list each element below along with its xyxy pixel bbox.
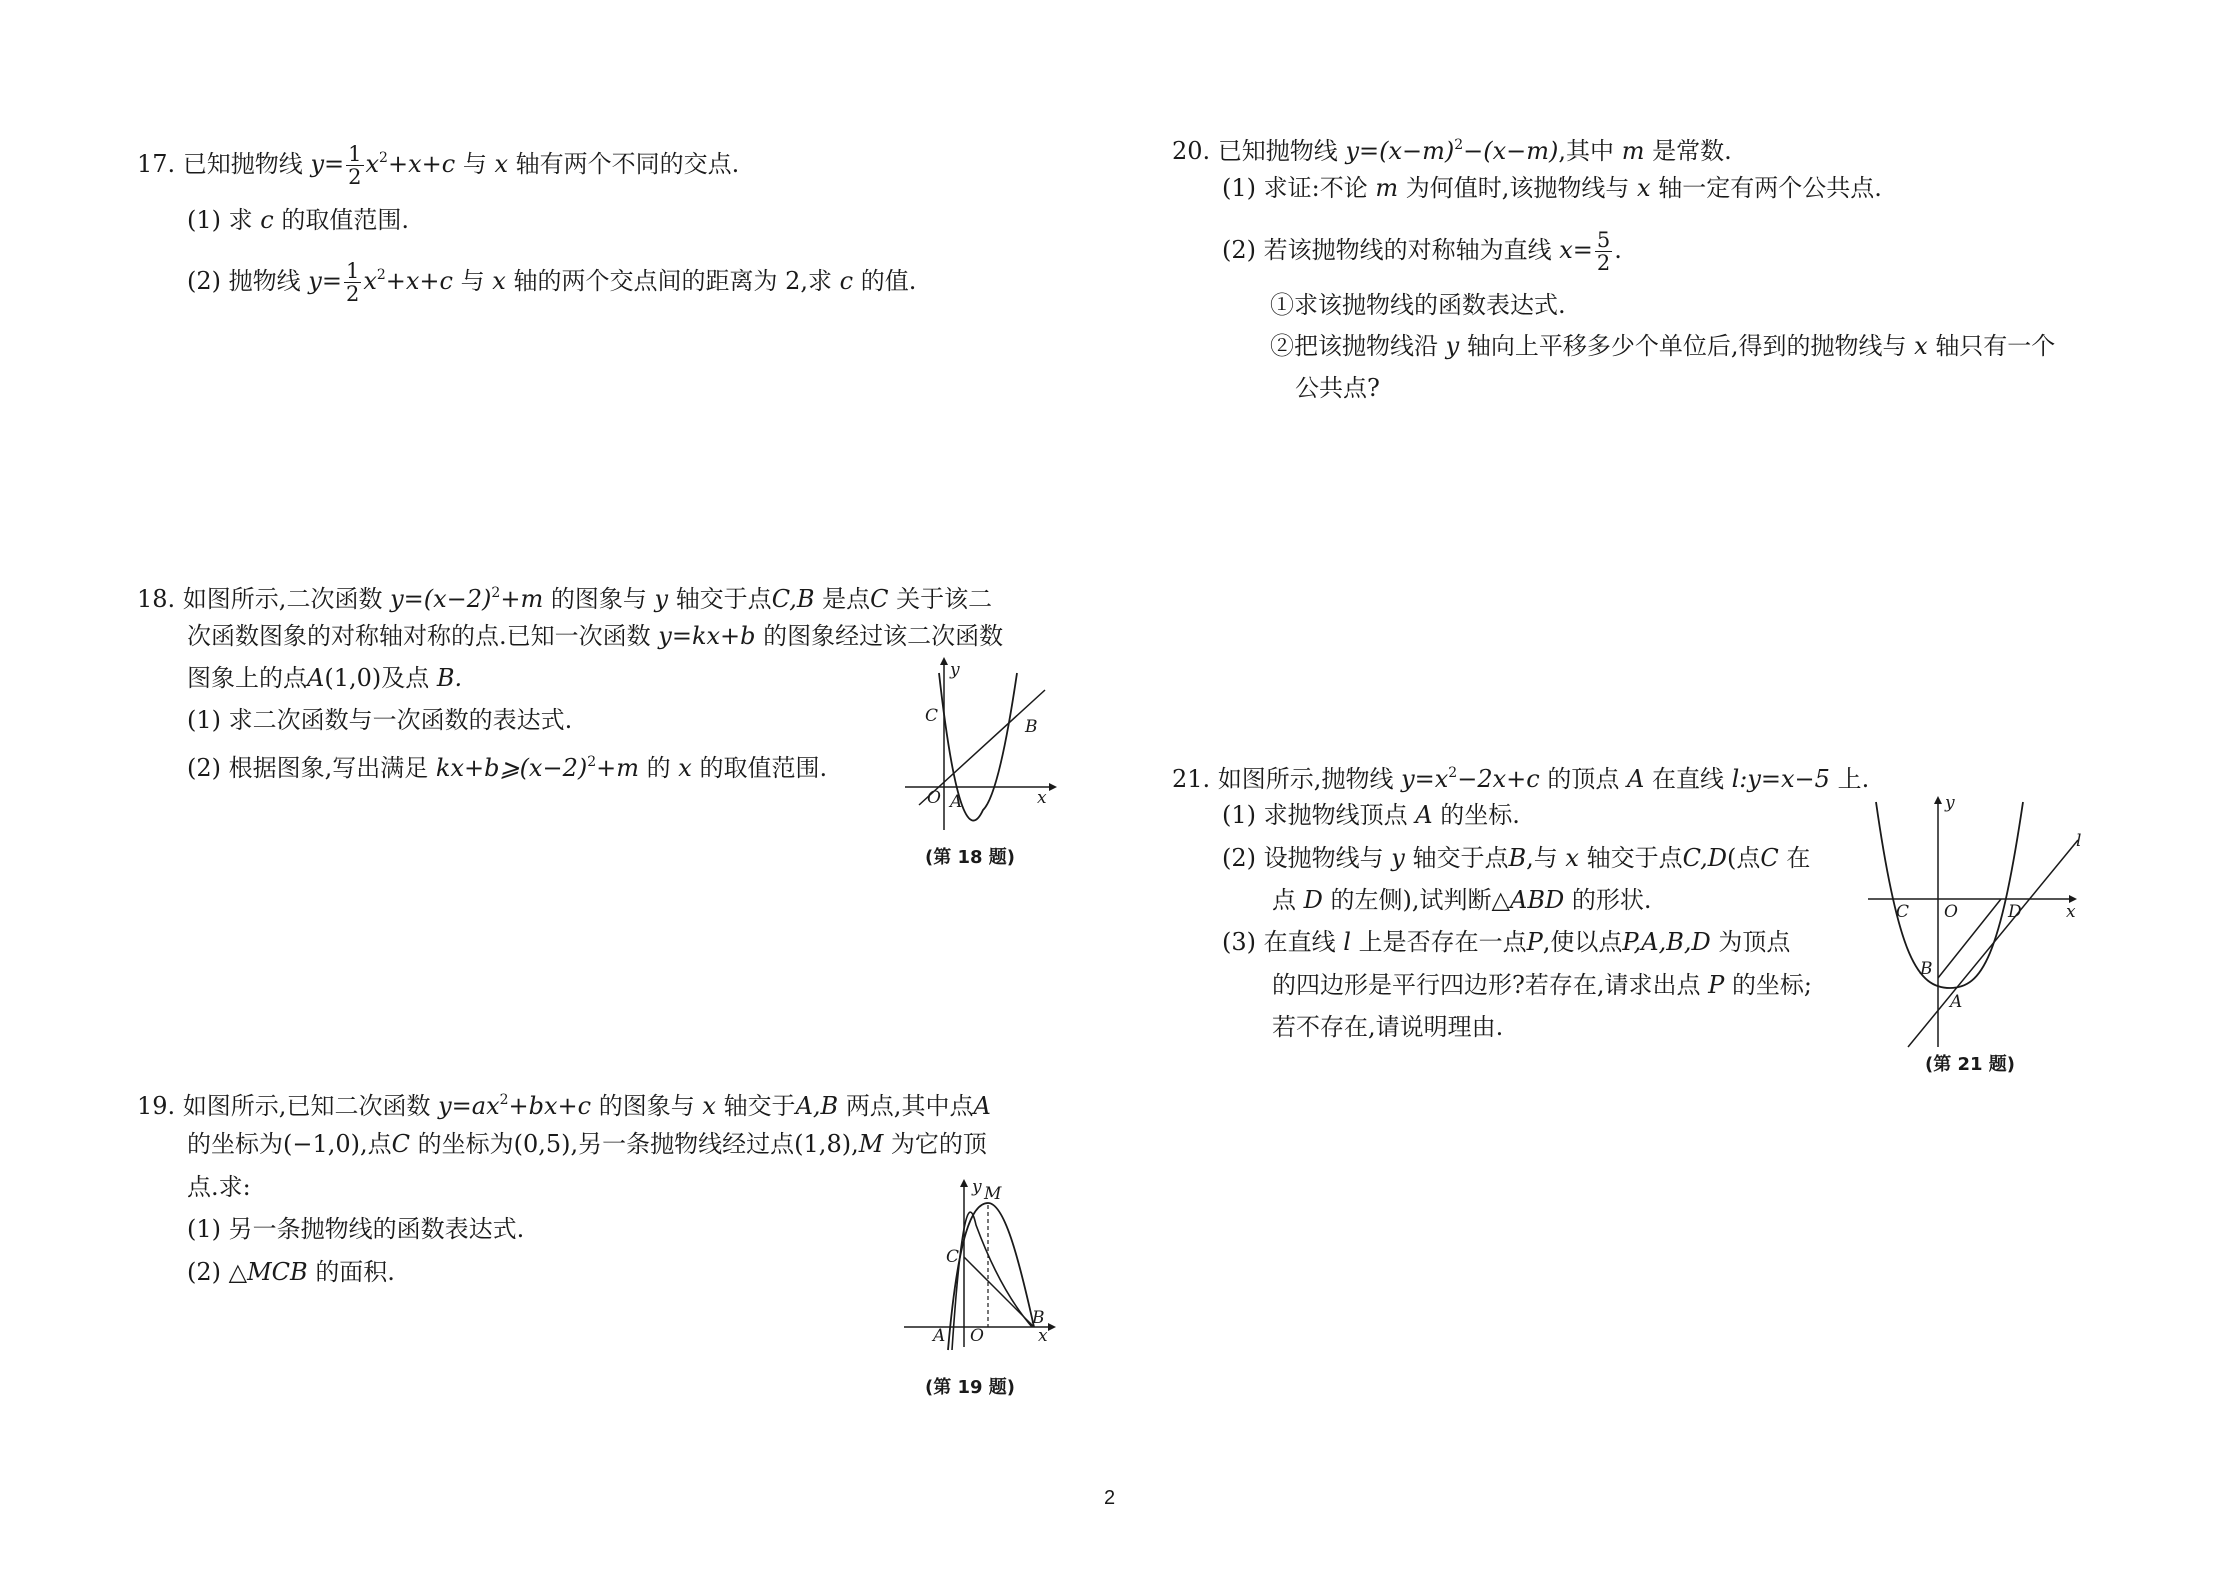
q18-line3: 图象上的点A(1,0)及点 B. — [187, 664, 463, 692]
q21-sub3-cont2: 若不存在,请说明理由. — [1272, 1013, 1504, 1041]
y-axis-arrow-icon — [960, 1179, 968, 1187]
q21-sub1: (1) 求抛物线顶点 A 的坐标. — [1222, 801, 1520, 829]
parabola-other — [948, 1203, 1034, 1350]
y-axis-arrow-icon — [940, 657, 948, 665]
q17-sub2: (2) 抛物线 y= $\frac{1}{2}$ $x^2+x+c$ 与 x 轴的两个交点间的距离为 2,求 c 的值. — [187, 259, 917, 306]
q18-sub2: (2) 根据图象,写出满足 $kx+b⩾(x-2)^2+m$ 的 x 的取值范围. — [187, 754, 828, 782]
q21-sub2: (2) 设抛物线与 y 轴交于点B,与 x 轴交于点C,D(点C 在 — [1222, 844, 1811, 872]
figure-q19-caption: (第 19 题) — [925, 1377, 1016, 1398]
label-x: x — [1037, 788, 1047, 808]
label-y: y — [1945, 793, 1955, 813]
q20-item2: ②把该抛物线沿 y 轴向上平移多少个单位后,得到的抛物线与 x 轴只有一个 — [1270, 332, 2056, 360]
q19-sub2: (2) △MCB 的面积. — [187, 1258, 395, 1286]
figure-q21-graph — [1868, 792, 2083, 1047]
label-B: B — [1025, 717, 1038, 737]
label-O: O — [970, 1326, 984, 1346]
q18-line1: 18. 如图所示,二次函数 $y=(x-2)^2+m$ 的图象与 y 轴交于点C,B 是点C 关于该二 — [137, 585, 993, 613]
y-axis-arrow-icon — [1934, 796, 1942, 804]
label-x: x — [1038, 1326, 1048, 1346]
q20-number: 20. — [1172, 137, 1211, 165]
q17-line1: 17. 已知抛物线 y= $\frac{1}{2}$ $x^2+x+c$ 与 x 轴有两个不同的交点. — [137, 142, 740, 189]
label-D: D — [2008, 902, 2022, 922]
label-B: B — [1920, 959, 1933, 979]
label-C: C — [925, 706, 939, 726]
label-x: x — [2066, 902, 2076, 922]
figure-q19 — [900, 1175, 1065, 1350]
label-y: y — [950, 660, 960, 680]
label-C: C — [1896, 902, 1910, 922]
q21-sub3-cont1: 的四边形是平行四边形?若存在,请求出点 P 的坐标; — [1272, 971, 1813, 999]
label-A: A — [1950, 992, 1963, 1012]
q20-item1: ①求该抛物线的函数表达式. — [1270, 291, 1566, 319]
figure-q21-caption: (第 21 题) — [1925, 1054, 2016, 1075]
x-axis-arrow-icon — [1049, 783, 1057, 791]
label-B: B — [1032, 1308, 1045, 1328]
q17-number: 17. — [137, 150, 176, 178]
q20-sub1: (1) 求证:不论 m 为何值时,该抛物线与 x 轴一定有两个公共点. — [1222, 174, 1882, 202]
page-number: 2 — [1104, 1487, 1116, 1509]
q20-sub2: (2) 若该抛物线的对称轴为直线 x= $\frac{5}{2}$ . — [1222, 228, 1622, 275]
label-A: A — [933, 1326, 946, 1346]
fraction-five-halves: $\frac{5}{2}$ — [1596, 228, 1611, 275]
q21-sub2-cont: 点 D 的左侧),试判断△ABD 的形状. — [1272, 886, 1652, 914]
q21-line1: 21. 如图所示,抛物线 $y=x^2-2x+c$ 的顶点 A 在直线 l:y=x−5 上. — [1172, 765, 1870, 793]
label-O: O — [927, 788, 941, 808]
figure-q19-graph — [900, 1175, 1065, 1350]
q20-line1: 20. 已知抛物线 $y=(x-m)^2-(x-m)$,其中 m 是常数. — [1172, 137, 1732, 165]
label-y: y — [972, 1177, 982, 1197]
q18-sub1: (1) 求二次函数与一次函数的表达式. — [187, 706, 573, 734]
x-axis-arrow-icon — [1048, 1323, 1056, 1331]
figure-q18 — [905, 655, 1065, 830]
q19-line2: 的坐标为(−1,0),点C 的坐标为(0,5),另一条抛物线经过点(1,8),M 为它的顶 — [187, 1130, 987, 1158]
label-A: A — [950, 792, 963, 812]
q19-sub1: (1) 另一条抛物线的函数表达式. — [187, 1215, 525, 1243]
label-C: C — [946, 1247, 960, 1267]
label-l: l — [2076, 831, 2082, 851]
q19-line3: 点.求: — [187, 1173, 251, 1201]
figure-q18-graph — [905, 655, 1065, 830]
fraction-one-half: $\frac{1}{2}$ — [345, 259, 360, 306]
q21-number: 21. — [1172, 765, 1211, 793]
label-M: M — [984, 1184, 1002, 1204]
figure-q18-caption: (第 18 题) — [925, 847, 1016, 868]
line-l — [1908, 840, 2078, 1047]
q17-sub1: (1) 求 c 的取值范围. — [187, 206, 409, 234]
label-O: O — [1944, 902, 1958, 922]
q18-line2: 次函数图象的对称轴对称的点.已知一次函数 y=kx+b 的图象经过该二次函数 — [187, 622, 1004, 650]
q19-number: 19. — [137, 1092, 176, 1120]
q19-line1: 19. 如图所示,已知二次函数 $y=ax^2+bx+c$ 的图象与 x 轴交于A,B 两点,其中点A — [137, 1092, 991, 1120]
figure-q21 — [1868, 792, 2083, 1047]
q18-number: 18. — [137, 585, 176, 613]
q20-item2-cont: 公共点? — [1295, 374, 1380, 402]
fraction-one-half: $\frac{1}{2}$ — [348, 142, 362, 189]
segment-cb — [964, 1257, 1034, 1327]
parabola-curve — [1876, 802, 2023, 988]
q21-sub3: (3) 在直线 l 上是否存在一点P,使以点P,A,B,D 为顶点 — [1222, 928, 1791, 956]
